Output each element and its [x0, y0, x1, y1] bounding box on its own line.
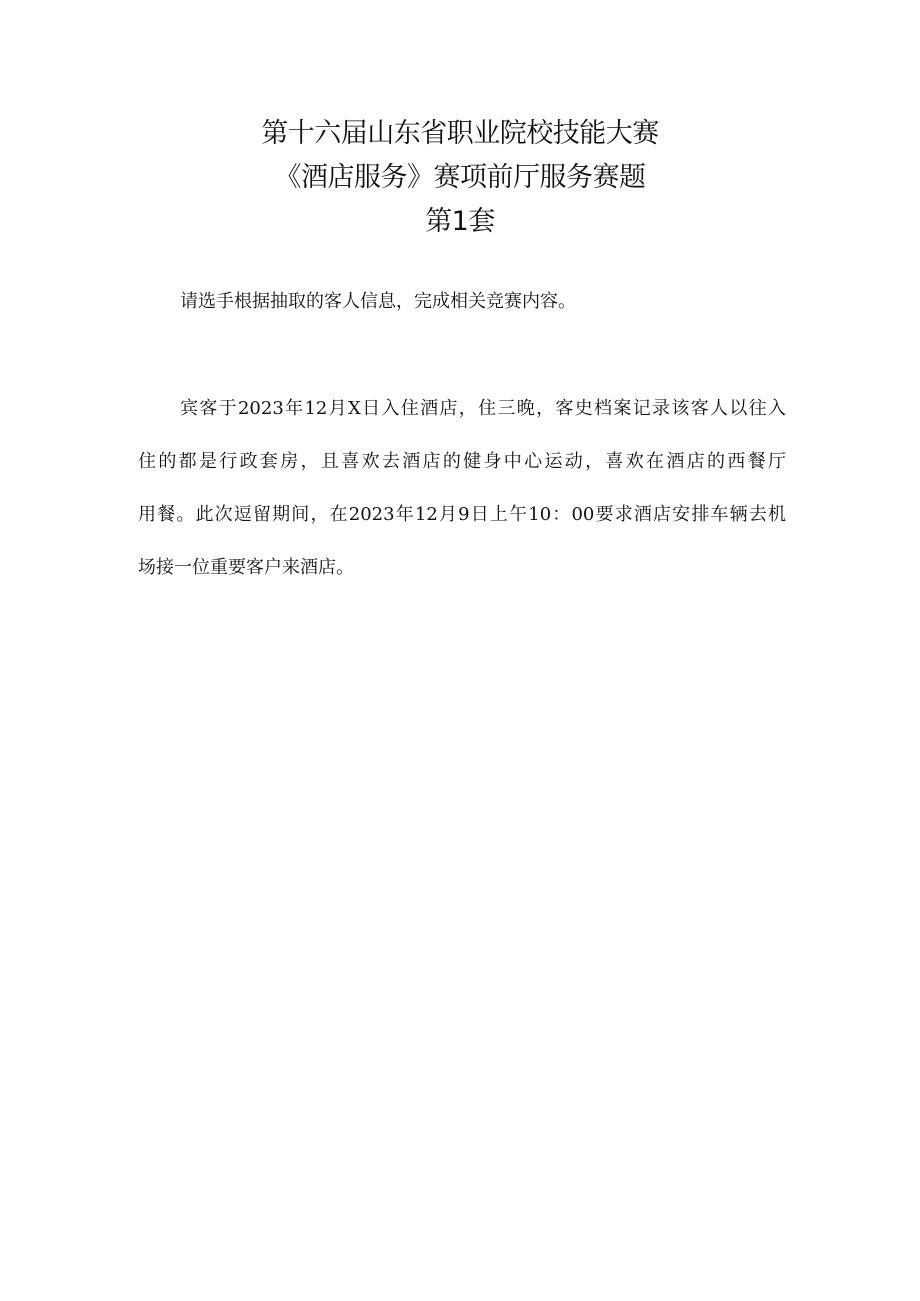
- title-competition: 第十六届山东省职业院校技能大赛: [261, 118, 659, 149]
- document-title: [0, 112, 920, 244]
- title-event: 《酒店服务》赛项前厅服务赛题: [274, 162, 646, 193]
- title-set-number: 第1套: [425, 206, 495, 237]
- instruction-paragraph: 请选手根据抽取的客人信息，完成相关竞赛内容。: [180, 291, 576, 312]
- scenario-paragraph: [138, 382, 786, 594]
- scenario-line: 场接一位重要客户来酒店。: [138, 557, 354, 578]
- scenario-line: 用餐。此次逗留期间，在2023年12月9日上午10：00要求酒店安排车辆去机: [138, 504, 786, 525]
- scenario-line: 宾客于2023年12月X日入住酒店，住三晚，客史档案记录该客人以往入: [180, 398, 786, 419]
- scenario-line: 住的都是行政套房，且喜欢去酒店的健身中心运动，喜欢在酒店的西餐厅: [138, 451, 786, 472]
